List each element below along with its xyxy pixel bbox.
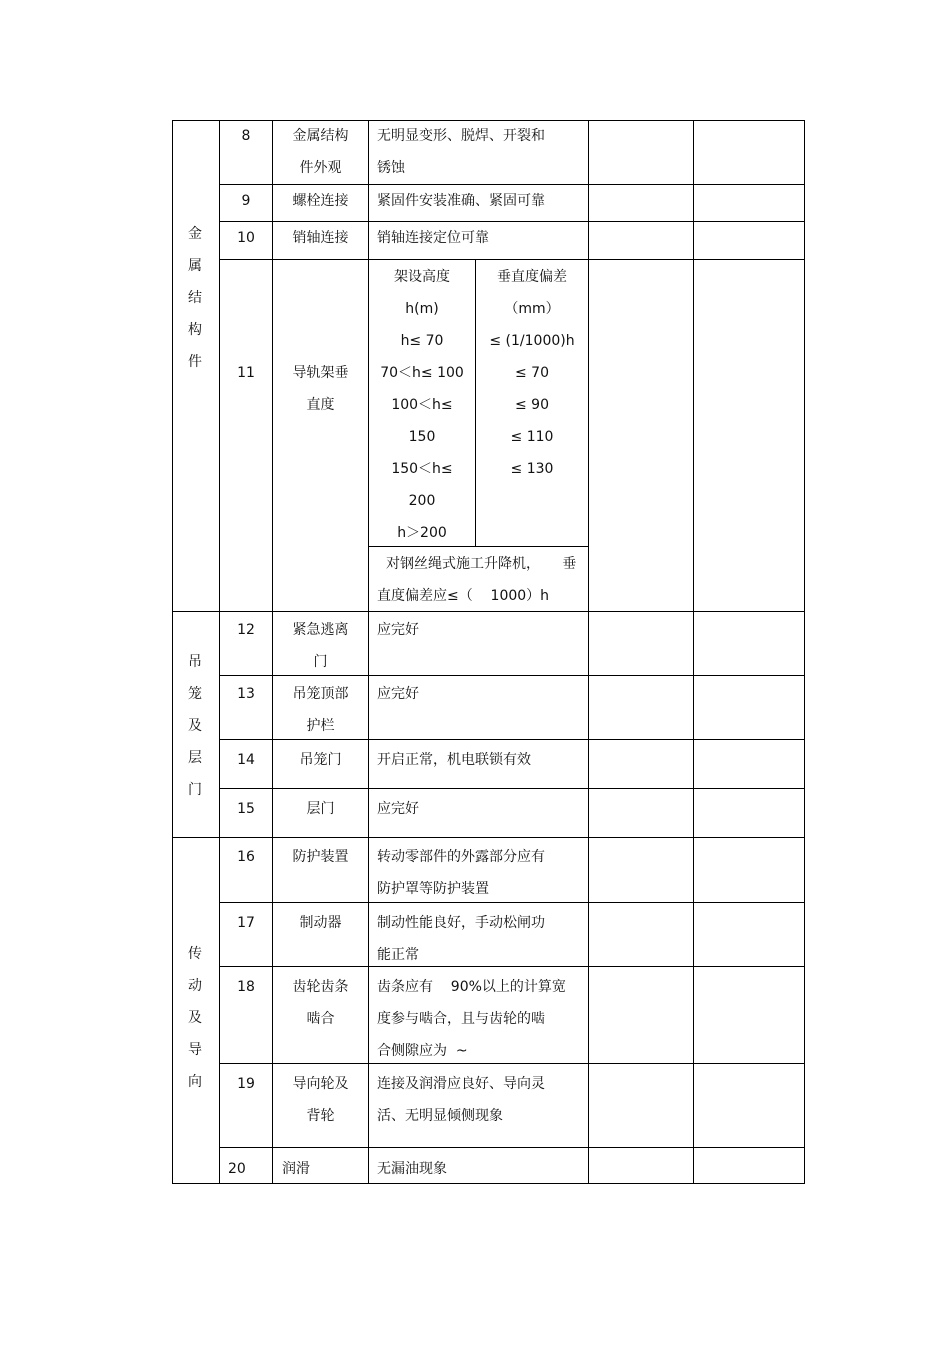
requirement: 齿条应有 90%以上的计算宽 度参与啮合，且与齿轮的啮 合侧隙应为 ~: [377, 979, 566, 1059]
row-number: 17: [237, 915, 255, 931]
item-name: 齿轮齿条 啮合: [292, 979, 349, 1027]
item-name: 吊笼顶部 护栏: [292, 686, 349, 734]
table-border-left: [172, 120, 173, 1184]
row-number: 8: [241, 128, 251, 144]
group-label-drive-and-guide: 传 动 及 导 向: [188, 946, 202, 1090]
row-number: 11: [237, 365, 255, 381]
col-divider: [588, 120, 589, 1184]
requirement: 销轴连接定位可靠: [377, 230, 489, 246]
item-name: 润滑: [282, 1161, 310, 1177]
item-name: 防护装置: [292, 849, 349, 865]
row-number: 9: [241, 193, 251, 209]
height-column: 架设高度 h(m) h≤ 70 70＜h≤ 100 100＜h≤ 150 150＜h≤ 200 h＞200: [380, 269, 464, 541]
row-number: 15: [237, 801, 255, 817]
requirement: 转动零部件的外露部分应有 防护罩等防护装置: [377, 849, 545, 897]
item-name: 导向轮及 背轮: [292, 1076, 349, 1124]
item-name: 导轨架垂 直度: [292, 365, 349, 413]
row-number: 19: [237, 1076, 255, 1092]
item-name: 紧急逃离 门: [292, 622, 349, 670]
table-border-bottom: [172, 1183, 805, 1184]
row-divider: [220, 788, 805, 789]
item-name: 制动器: [299, 915, 342, 931]
requirement: 连接及润滑应良好、导向灵 活、无明显倾侧现象: [377, 1076, 545, 1124]
requirement: 应完好: [377, 686, 419, 702]
row-divider: [220, 259, 805, 260]
group-label-cage-and-doors: 吊 笼 及 层 门: [188, 654, 202, 798]
row-number: 10: [237, 230, 255, 246]
item-name: 金属结构 件外观: [292, 128, 349, 176]
col-divider: [219, 120, 220, 1184]
requirement: 无漏油现象: [377, 1161, 447, 1177]
col-divider: [693, 120, 694, 1184]
deviation-column: 垂直度偏差 （mm） ≤ (1/1000)h ≤ 70 ≤ 90 ≤ 110 ≤ 130: [489, 269, 575, 477]
group-divider: [172, 837, 805, 838]
row-number: 14: [237, 752, 255, 768]
requirement: 应完好: [377, 622, 419, 638]
group-label-metal-structure: 金 属 结 构 件: [188, 226, 202, 370]
table-border-right: [804, 120, 805, 1184]
requirement: 应完好: [377, 801, 419, 817]
row-number: 16: [237, 849, 255, 865]
item-name: 层门: [306, 801, 335, 817]
requirement: 制动性能良好，手动松闸功 能正常: [377, 915, 545, 963]
row-number: 20: [228, 1161, 246, 1177]
requirement: 无明显变形、脱焊、开裂和 锈蚀: [377, 128, 545, 176]
row-number: 12: [237, 622, 255, 638]
row-divider: [220, 1147, 805, 1148]
verticality-note: 对钢丝绳式施工升降机， 垂 直度偏差应≤（ 1000）h: [377, 556, 577, 604]
requirement: 紧固件安装准确、紧固可靠: [377, 193, 545, 209]
row-number: 13: [237, 686, 255, 702]
item-name: 销轴连接: [292, 230, 349, 246]
requirement: 开启正常，机电联锁有效: [377, 752, 531, 768]
item-name: 螺栓连接: [292, 193, 349, 209]
item-name: 吊笼门: [299, 752, 342, 768]
row-number: 18: [237, 979, 255, 995]
